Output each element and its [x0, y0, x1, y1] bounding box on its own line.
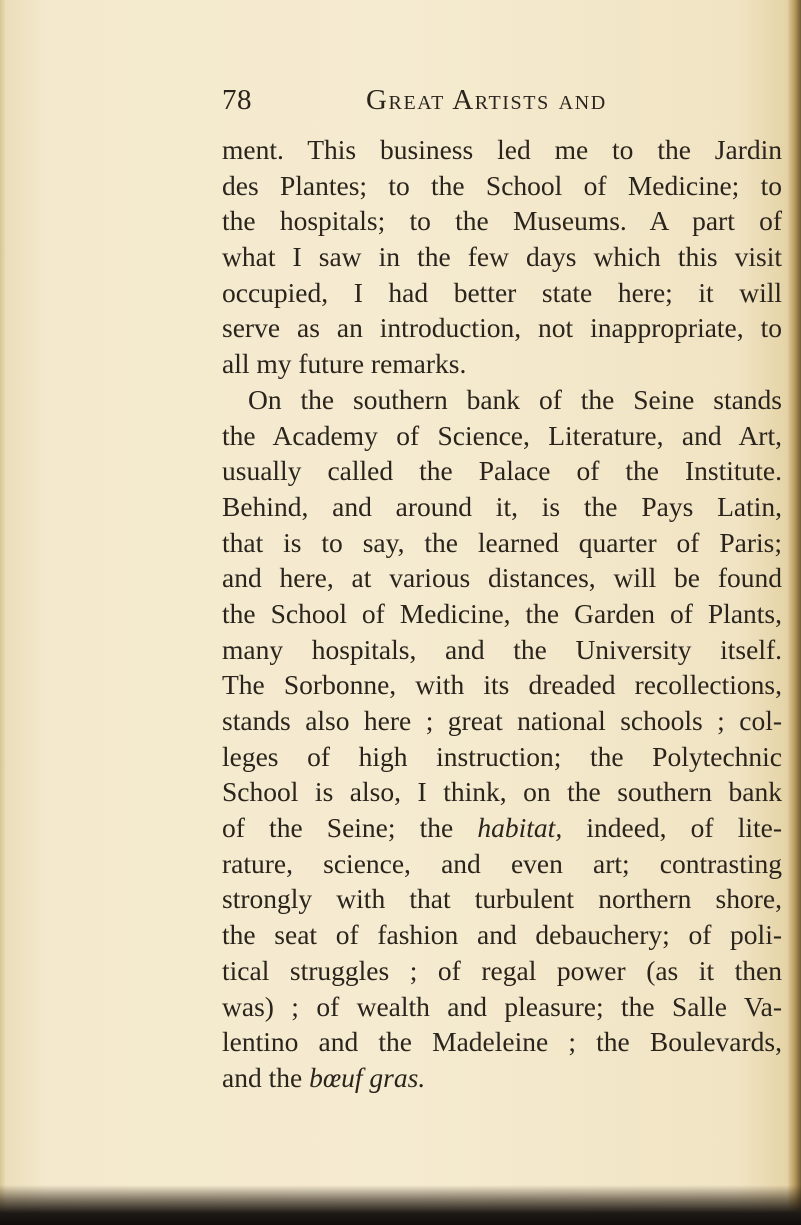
text-line: what I saw in the few days which this visit [222, 241, 782, 273]
text-line: strongly with that turbulent northern shore, [222, 883, 782, 915]
text-line: many hospitals, and the University itself. [222, 633, 782, 665]
italic-phrase: bœuf gras. [309, 1061, 426, 1093]
text-line [222, 1060, 782, 1096]
italic-word: habitat, [477, 812, 563, 844]
text-line: serve as an introduction, not inappropriate, to [222, 312, 782, 344]
text-line: the School of Medicine, the Garden of Plants, [222, 597, 782, 629]
text-line: that is to say, the learned quarter of Paris; [222, 526, 782, 558]
text-line: The Sorbonne, with its dreaded recollections, [222, 669, 782, 701]
page-number: 78 [222, 84, 252, 116]
text-run: and the [222, 1061, 310, 1093]
text-line: the Academy of Science, Literature, and Art, [222, 419, 782, 451]
text-run: indeed, of lite- [562, 812, 782, 844]
text-line: occupied, I had better state here; it will [222, 276, 782, 308]
body-text [222, 132, 782, 1096]
text-line: Behind, and around it, is the Pays Latin, [222, 490, 782, 522]
page-right-edge-shadow [787, 0, 801, 1225]
page-header [222, 82, 762, 122]
text-line: On the southern bank of the Seine stands [248, 383, 782, 415]
text-line [222, 810, 782, 846]
text-line: and here, at various distances, will be found [222, 562, 782, 594]
page-bottom-shadow [0, 1185, 801, 1225]
text-line: all my future remarks. [222, 348, 467, 380]
running-head: Great Artists and [366, 84, 607, 116]
text-line: usually called the Palace of the Institute. [222, 455, 782, 487]
text-line: School is also, I think, on the southern bank [222, 776, 782, 808]
text-line: leges of high instruction; the Polytechnic [222, 740, 782, 772]
text-line: tical struggles ; of regal power (as it then [222, 954, 782, 986]
text-line: the seat of fashion and debauchery; of poli- [222, 919, 782, 951]
text-line: rature, science, and even art; contrasting [222, 847, 782, 879]
text-line: des Plantes; to the School of Medicine; to [222, 169, 782, 201]
text-run: of the Seine; the [222, 812, 478, 844]
text-line: stands also here ; great national schools ; col- [222, 705, 782, 736]
page-left-edge-shadow [0, 0, 6, 1225]
text-line: was) ; of wealth and pleasure; the Salle Va- [222, 990, 782, 1022]
text-line: ment. This business led me to the Jardin [222, 134, 782, 165]
text-line: the hospitals; to the Museums. A part of [222, 205, 782, 237]
text-line: lentino and the Madeleine ; the Boulevards, [222, 1026, 782, 1058]
